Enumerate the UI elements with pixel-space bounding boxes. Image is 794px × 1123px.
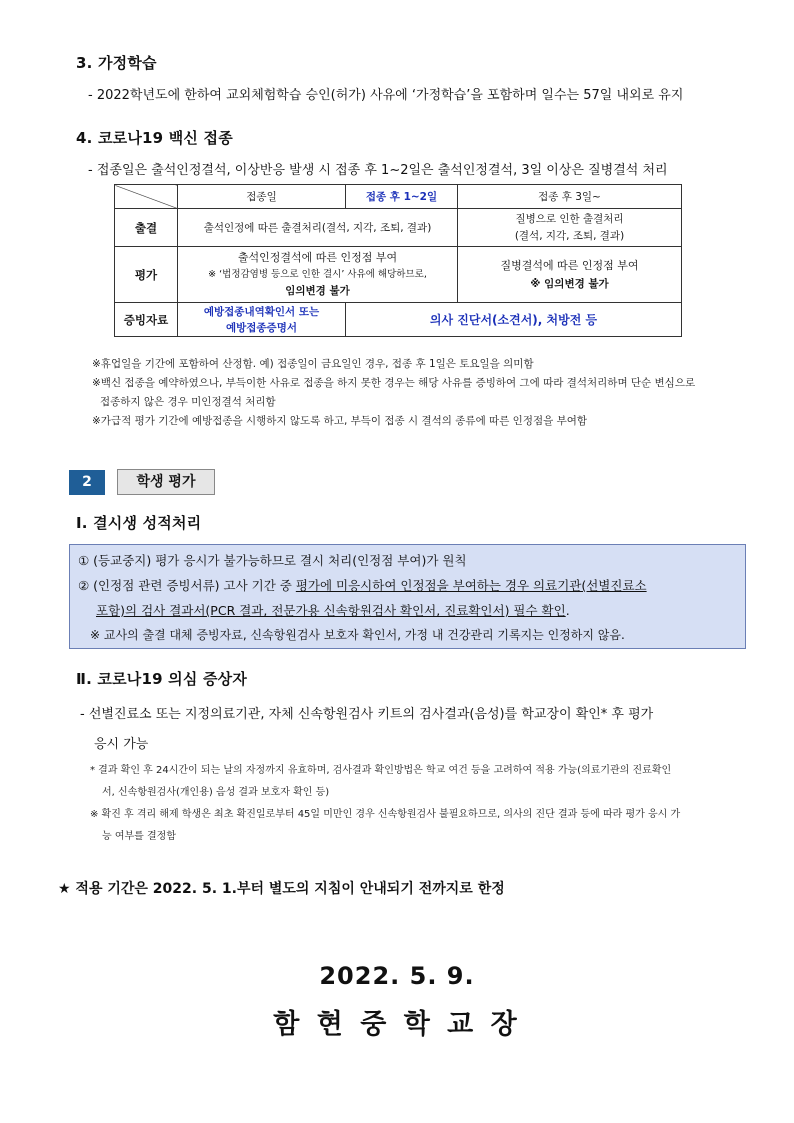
section-heading-home-study: 3. 가정학습 [76,54,157,72]
row-header-attendance: 출결 [115,209,178,247]
section-heading-vaccine: 4. 코로나19 백신 접종 [76,129,233,147]
col-header-day3: 접종 후 3일~ [458,185,682,209]
suspected-notes [90,760,750,848]
sub-heading-suspected-symptoms: Ⅱ. 코로나19 의심 증상자 [76,670,248,688]
note-line: ※휴업일을 기간에 포함하여 산정함. 예) 접종일이 금요일인 경우, 접종 후 1일은 토요일을 의미함 [92,358,534,370]
col-header-day1-2: 접종 후 1~2일 [346,185,458,209]
cell-attendance-recognized: 출석인정에 따른 출결처리(결석, 지각, 조퇴, 결과) [178,209,458,247]
vaccine-notes [92,355,772,431]
cell-text: (결석, 지각, 조퇴, 결과) [514,229,625,242]
vaccine-table [114,184,682,337]
cell-text: ※ 임의변경 불가 [530,277,609,290]
application-period-notice: ★ 적용 기간은 2022. 5. 1.부터 별도의 지침이 안내되기 전까지로 한정 [58,881,505,897]
absentee-grading-box [69,544,746,649]
cell-evidence-vaccination [178,303,346,337]
cell-text: 질병결석에 따른 인정점 부여 [500,258,639,272]
grading-item-2-line2 [96,601,570,619]
cell-text: 출석인정결석에 따른 인정점 부여 [237,251,398,264]
cell-evidence-doctor: 의사 진단서(소견서), 처방전 등 [346,303,682,337]
suspected-text-line1: - 선별진료소 또는 지정의료기관, 자체 신속항원검사 키트의 검사결과(음성)를 학교장이 확인* 후 평가 [80,707,654,722]
vaccine-text: - 접종일은 출석인정결석, 이상반응 발생 시 접종 후 1~2일은 출석인정결석, 3일 이상은 질병결석 처리 [88,163,668,178]
cell-text: 임의변경 불가 [285,285,350,297]
grading-item-2-underlined-cont: 포함)의 검사 결과서(PCR 결과, 전문가용 신속항원검사 확인서, 진료확인서) 필수 확인 [96,603,566,618]
vaccine-table-wrap [114,184,682,337]
note-line: * 결과 확인 후 24시간이 되는 날의 자정까지 유효하며, 검사결과 확인방법은 학교 여건 등을 고려하여 적용 가능(의료기관의 진료확인 [90,765,672,776]
note-line: ※백신 접종을 예약하였으나, 부득이한 사유로 접종을 하지 못한 경우는 해당 사유를 증빙하여 그에 따라 결석처리하며 단순 변심으로 [92,377,696,389]
document-date: 2022. 5. 9. [319,962,475,990]
note-line: ※가급적 평가 기간에 예방접종을 시행하지 않도록 하고, 부득이 접종 시 결석의 종류에 따른 인정점을 부여함 [92,415,588,427]
row-header-evidence: 증빙자료 [115,303,178,337]
cell-attendance-illness [458,209,682,247]
grading-item-2-line1 [78,576,647,594]
part-title-label: 학생 평가 [117,469,215,495]
cell-text: ※ ‘법정감염병 등으로 인한 결시’ 사유에 해당하므로, [208,269,427,280]
cell-text: 예방접종증명서 [225,321,297,334]
cell-text: 질병으로 인한 출결처리 [515,212,624,225]
cell-evaluation-illness [458,247,682,303]
note-line: ※ 확진 후 격리 해제 학생은 최초 확진일로부터 45일 미만인 경우 신속항원검사 불필요하므로, 의사의 진단 결과 등에 따라 평가 응시 가 [90,809,681,820]
table-corner-cell [115,185,178,209]
suspected-text-line2: 응시 가능 [94,737,149,752]
grading-note: ※ 교사의 출결 대체 증빙자료, 신속항원검사 보호자 확인서, 가정 내 건강관리 기록지는 인정하지 않음. [90,628,625,642]
part-number-badge: 2 [69,470,105,495]
note-line: 서, 신속항원검사(개인용) 음성 결과 보호자 확인 등) [102,787,330,798]
col-header-vaccination-day: 접종일 [178,185,346,209]
cell-text: 예방접종내역확인서 또는 [203,305,320,318]
grading-item-1: ① (등교중지) 평가 응시가 불가능하므로 결시 처리(인정점 부여)가 원칙 [78,553,467,568]
grading-item-2-underlined: 평가에 미응시하여 인정점을 부여하는 경우 의료기관(선별진료소 [295,578,647,593]
grading-item-2-end: . [565,603,570,618]
sub-heading-absentee-grading: Ⅰ. 결시생 성적처리 [76,514,202,532]
home-study-text: - 2022학년도에 한하여 교외체험학습 승인(허가) 사유에 ‘가정학습’을 포함하며 일수는 57일 내외로 유지 [88,88,684,103]
signer-principal: 함 현 중 학 교 장 [273,1009,521,1040]
note-line: 능 여부를 결정함 [102,831,176,842]
note-line: 접종하지 않은 경우 미인정결석 처리함 [100,396,276,408]
cell-evaluation-recognized [178,247,458,303]
grading-item-2-prefix: ② (인정점 관련 증빙서류) 고사 기간 중 [78,578,296,593]
row-header-evaluation: 평가 [115,247,178,303]
